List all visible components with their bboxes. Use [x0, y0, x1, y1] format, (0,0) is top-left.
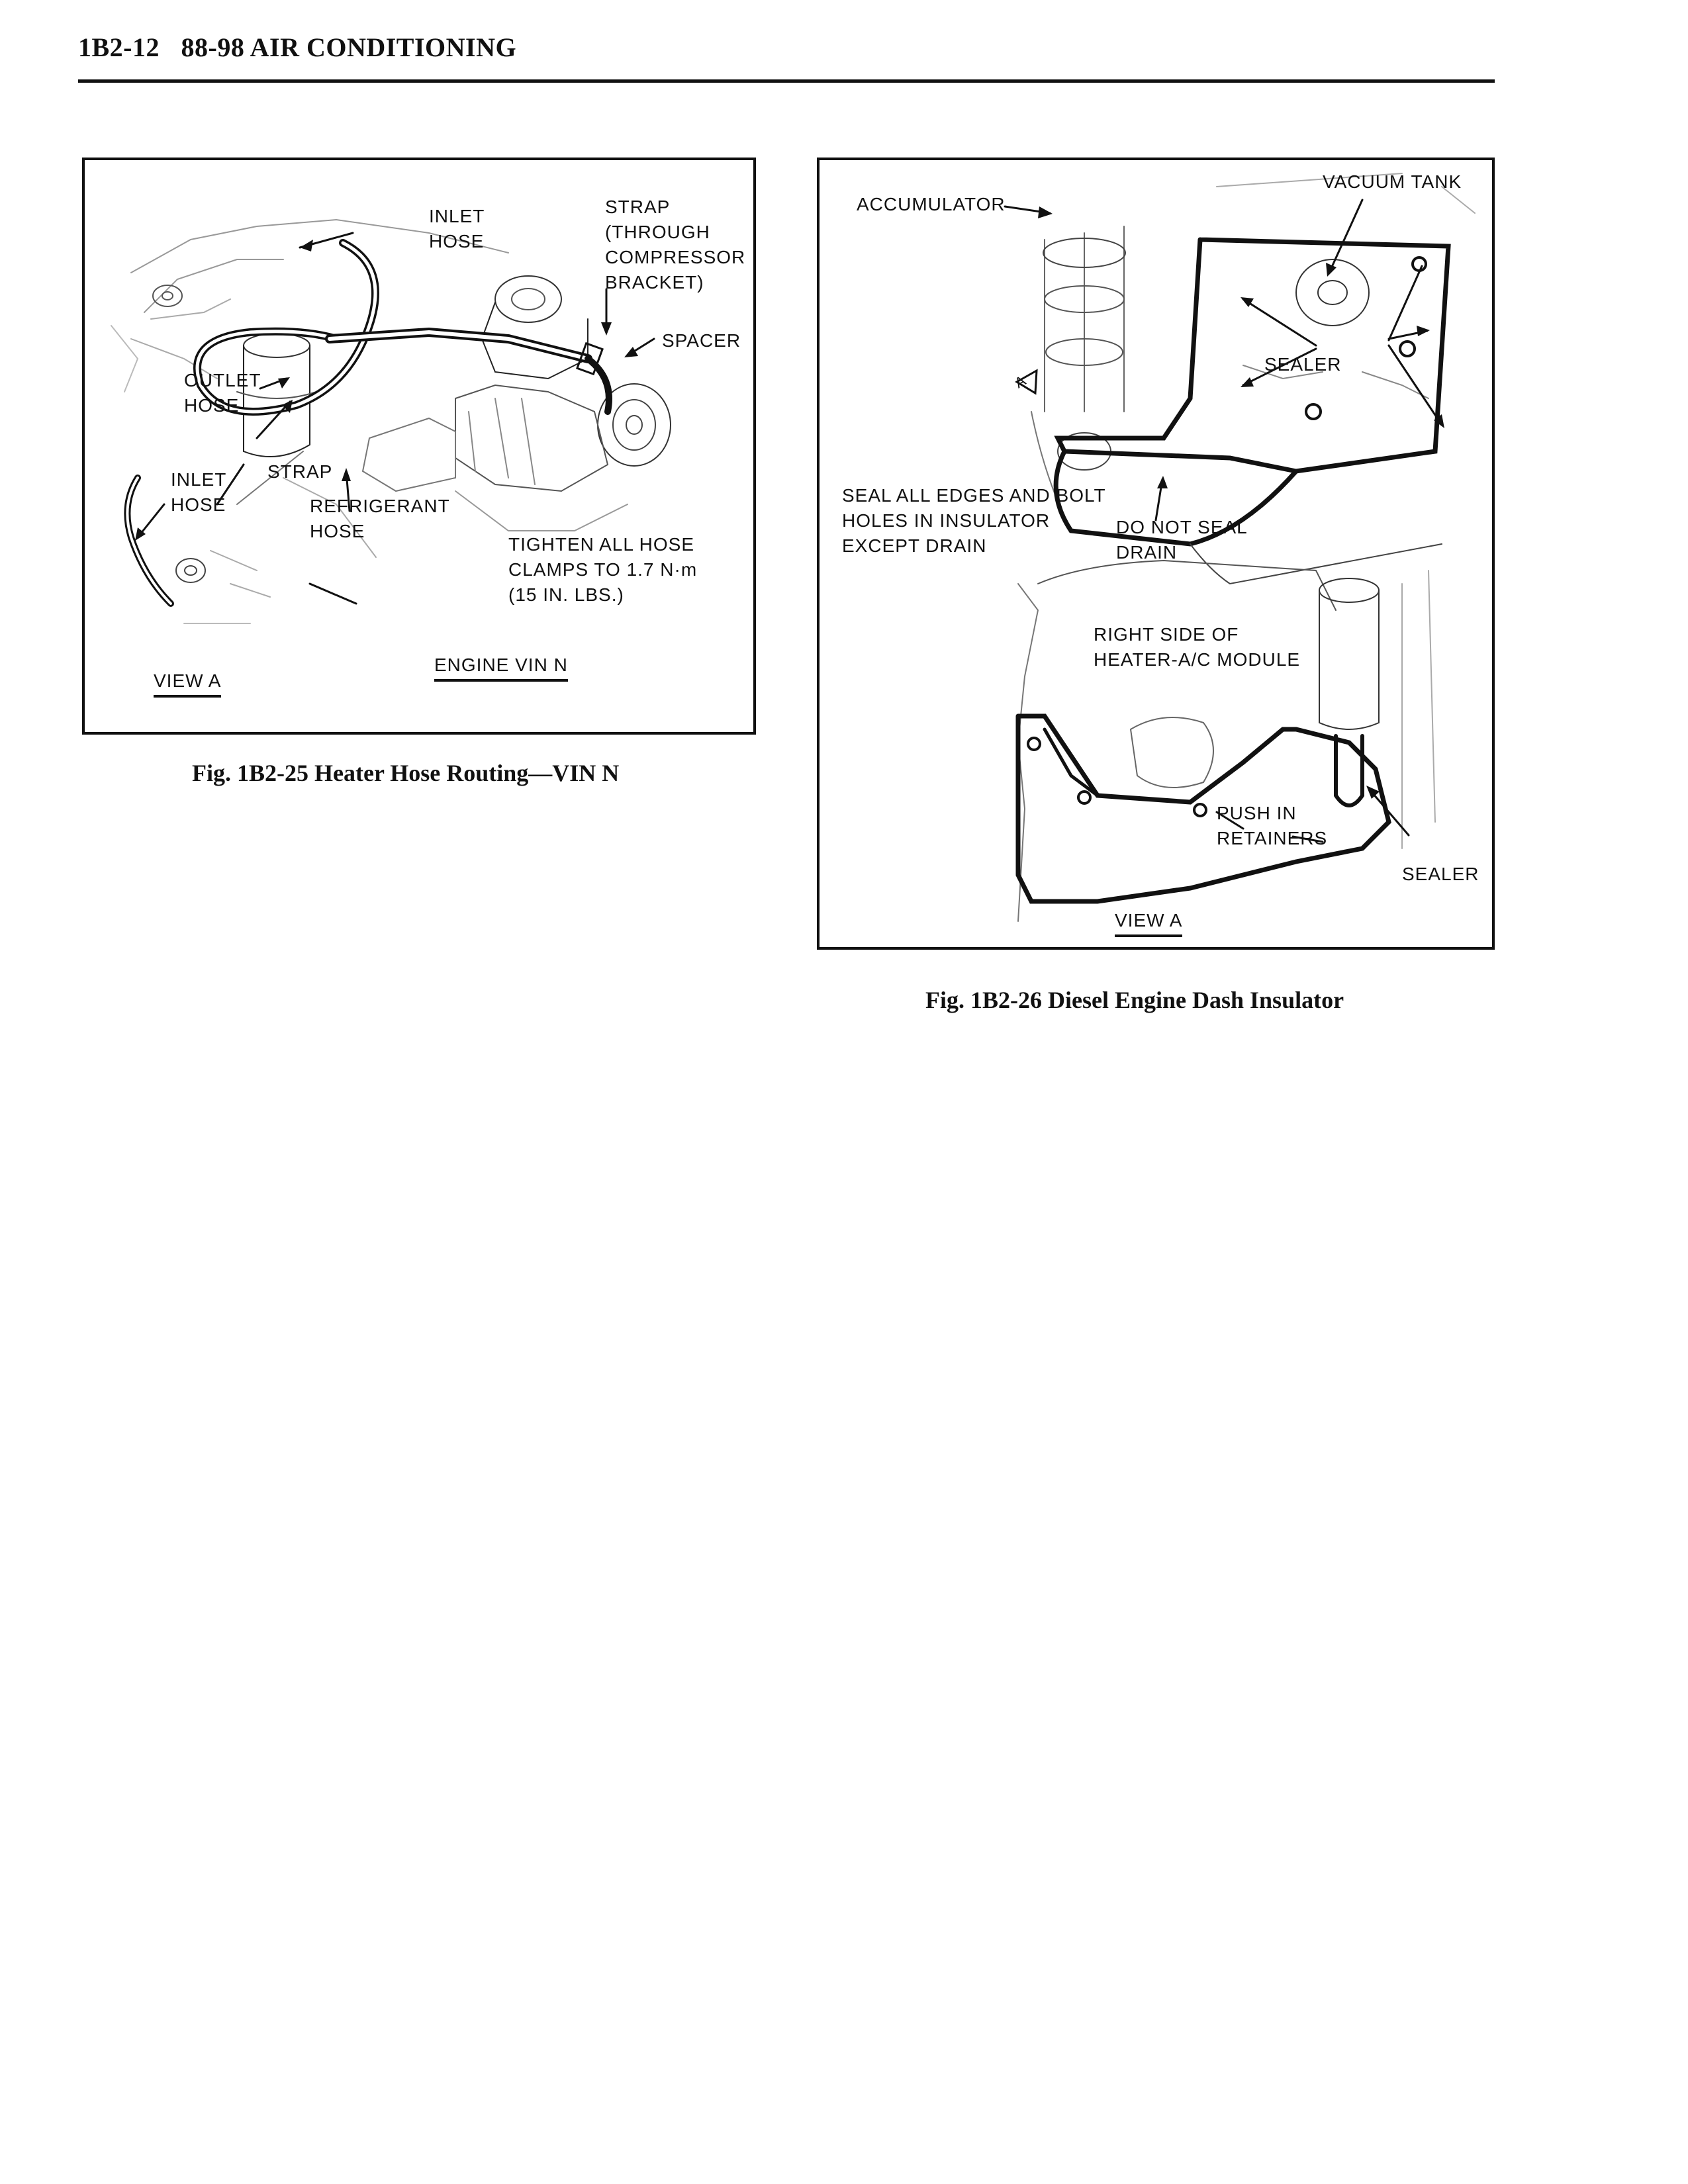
label-inlet-hose-left: INLET HOSE — [171, 469, 227, 515]
page-header — [78, 32, 516, 63]
section-title: 88-98 AIR CONDITIONING — [181, 32, 517, 62]
label-sealer-bottom: SEALER — [1402, 864, 1479, 884]
label-engine-vin: ENGINE VIN N — [434, 653, 568, 682]
caption-fig-1b2-25: Fig. 1B2-25 Heater Hose Routing—VIN N — [192, 760, 620, 786]
label-accumulator: ACCUMULATOR — [857, 194, 1006, 214]
label-inlet-hose-top: INLET HOSE — [429, 206, 485, 251]
label-tighten-hose-clamps: TIGHTEN ALL HOSE CLAMPS TO 1.7 N·m (15 IN. LBS.) — [508, 534, 698, 605]
label-sealer-top: SEALER — [1264, 354, 1342, 375]
caption-fig-1b2-26: Fig. 1B2-26 Diesel Engine Dash Insulator — [925, 987, 1344, 1013]
figure-diesel-dash-insulator — [817, 158, 1495, 950]
header-rule — [78, 79, 1495, 83]
label-strap-compressor-bracket: STRAP (THROUGH COMPRESSOR BRACKET) — [605, 197, 746, 293]
label-view-a: VIEW A — [154, 668, 221, 698]
figure-heater-hose-routing — [82, 158, 756, 735]
label-spacer: SPACER — [662, 330, 741, 351]
label-outlet-hose: OUTLET HOSE — [184, 370, 261, 416]
label-right-side-module: RIGHT SIDE OF HEATER-A/C MODULE — [1094, 624, 1301, 670]
label-vacuum-tank: VACUUM TANK — [1323, 171, 1462, 192]
label-refrigerant-hose: REFRIGERANT HOSE — [310, 496, 450, 541]
label-push-in-retainers: PUSH IN RETAINERS — [1217, 803, 1328, 848]
label-view-a: VIEW A — [1115, 908, 1182, 937]
view-marker-a: A — [1011, 371, 1029, 392]
label-do-not-seal-drain: DO NOT SEAL DRAIN — [1116, 517, 1248, 563]
section-number: 1B2-12 — [78, 32, 160, 62]
label-seal-all-edges: SEAL ALL EDGES AND BOLT HOLES IN INSULATOR EXCEPT DRAIN — [842, 485, 1106, 556]
label-strap: STRAP — [267, 461, 333, 482]
